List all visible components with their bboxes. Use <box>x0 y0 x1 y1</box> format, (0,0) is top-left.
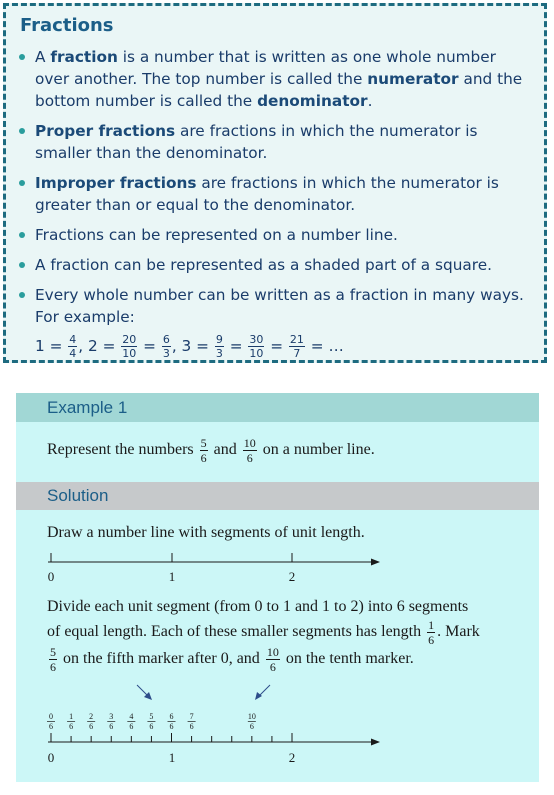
example-problem-text: Represent the numbers $\frac{5}{6}$ and $\frac{10}{6}$ on a number line. <box>47 436 375 465</box>
solution-step1-text: Draw a number line with segments of unit length. <box>47 524 365 541</box>
fraction: $\frac{30}{10}$ <box>249 333 264 360</box>
number-line-1-label-1: 1 <box>168 569 176 584</box>
svg-text:5: 5 <box>149 712 154 721</box>
svg-text:6: 6 <box>89 722 94 731</box>
solution-step2-text <box>47 594 480 673</box>
svg-text:0: 0 <box>49 712 53 721</box>
bullet-dot-icon <box>19 262 25 268</box>
fractions-title: Fractions <box>20 15 114 36</box>
fraction-label-3-6 <box>107 712 115 731</box>
bold-term: denominator <box>257 92 368 110</box>
svg-text:2: 2 <box>89 712 94 721</box>
svg-text:6: 6 <box>169 722 174 731</box>
number-line-1 <box>16 548 539 590</box>
svg-text:6: 6 <box>149 722 154 731</box>
whole-number-fraction-equation: 1 = $\frac{4}{4}$ , 2 = $\frac{20}{10}$ = $\frac{6}{3}$ , 3 = $\frac{9}{3}$ = $\frac{30}{10}$ = $\frac{21}{7}$ = … <box>35 333 344 360</box>
fraction-label-1-6 <box>67 712 75 731</box>
fraction: $\frac{5}{6}$ <box>50 645 56 674</box>
number-line-2-label-0: 0 <box>47 750 55 765</box>
number-line-2-arrowhead <box>371 739 380 746</box>
number-line-1-arrowhead <box>371 559 380 566</box>
number-line-1-label-2: 2 <box>288 569 296 584</box>
bullet-dot-icon <box>19 232 25 238</box>
fraction-label-2-6 <box>87 712 95 731</box>
fraction: $\frac{4}{4}$ <box>69 333 77 360</box>
fraction: $\frac{10}{6}$ <box>266 645 279 674</box>
bullet-text: Improper fractions are fractions in which the numerator is greater than or equal to the denominator. <box>35 174 499 214</box>
number-line-2-label-1: 1 <box>168 750 176 765</box>
arrow-to-five-sixths <box>137 685 152 700</box>
svg-text:10: 10 <box>247 712 256 721</box>
bullet-text: A fraction is a number that is written as one whole number over another. The top number is called the numerator and the bottom number is called the denominator. <box>35 48 523 110</box>
bullet-number-line <box>18 224 533 246</box>
solution-heading: Solution <box>16 482 539 510</box>
number-line-2 <box>16 683 539 768</box>
svg-text:6: 6 <box>109 722 114 731</box>
svg-text:6: 6 <box>169 712 174 721</box>
bullet-whole-numbers <box>18 284 533 359</box>
bullet-shaded-square <box>18 254 533 276</box>
bullet-text: Fractions can be represented on a number line. <box>35 226 398 244</box>
bullet-improper-fractions <box>18 172 533 216</box>
svg-text:4: 4 <box>129 712 134 721</box>
svg-text:3: 3 <box>109 712 114 721</box>
svg-text:6: 6 <box>69 722 74 731</box>
svg-text:6: 6 <box>189 722 194 731</box>
svg-text:6: 6 <box>249 722 254 731</box>
solution-step2-line1: Divide each unit segment (from 0 to 1 and 1 to 2) into 6 segments <box>47 598 469 615</box>
bullet-text: Proper fractions are fractions in which the numerator is smaller than the denominator. <box>35 122 478 162</box>
fractions-definition-box <box>3 3 547 363</box>
fraction: $\frac{10}{6}$ <box>243 436 256 465</box>
fractions-bullet-list <box>18 46 533 367</box>
fraction-label-5-6 <box>147 712 155 731</box>
example-heading: Example 1 <box>16 393 539 422</box>
svg-text:6: 6 <box>129 722 134 731</box>
bullet-dot-icon <box>19 180 25 186</box>
fraction-label-10-6 <box>248 712 256 731</box>
fraction: $\frac{5}{6}$ <box>200 436 207 465</box>
bullet-dot-icon <box>19 292 25 298</box>
bullet-dot-icon <box>19 54 25 60</box>
solution-step2-line2: of equal length. Each of these smaller segments has length $\frac{1}{6}$ . Mark <box>47 618 480 647</box>
bullet-text: A fraction can be represented as a shaded part of a square. <box>35 256 492 274</box>
example-panel <box>16 393 539 782</box>
solution-step2-line3: $\frac{5}{6}$ on the fifth marker after 0, and $\frac{10}{6}$ on the tenth marker. <box>50 645 414 674</box>
number-line-2-label-2: 2 <box>288 750 296 765</box>
bullet-dot-icon <box>19 128 25 134</box>
svg-text:7: 7 <box>189 712 194 721</box>
fraction: $\frac{9}{3}$ <box>215 333 223 360</box>
number-line-2-fraction-labels <box>47 712 256 731</box>
number-line-1-label-0: 0 <box>47 569 55 584</box>
fraction-label-7-6 <box>188 712 196 731</box>
bold-term: Improper fractions <box>35 174 197 192</box>
fraction: $\frac{20}{10}$ <box>122 333 137 360</box>
fraction-label-4-6 <box>127 712 135 731</box>
bold-term: fraction <box>50 48 118 66</box>
fraction-label-6-6 <box>168 712 176 731</box>
bold-term: numerator <box>367 70 459 88</box>
bullet-fraction-definition <box>18 46 533 112</box>
arrow-to-ten-sixths <box>255 685 270 700</box>
bullet-proper-fractions <box>18 120 533 164</box>
bold-term: Proper fractions <box>35 122 176 140</box>
svg-text:6: 6 <box>49 722 53 731</box>
bullet-text: Every whole number can be written as a fraction in many ways. <box>35 286 524 304</box>
svg-text:1: 1 <box>69 712 74 721</box>
number-line-2-ticks <box>51 733 292 742</box>
fraction-label-0-6 <box>47 712 55 731</box>
fraction: $\frac{21}{7}$ <box>289 333 304 360</box>
fraction: $\frac{6}{3}$ <box>162 333 170 360</box>
fraction: $\frac{1}{6}$ <box>428 618 435 647</box>
for-example-label: For example: <box>35 308 135 326</box>
